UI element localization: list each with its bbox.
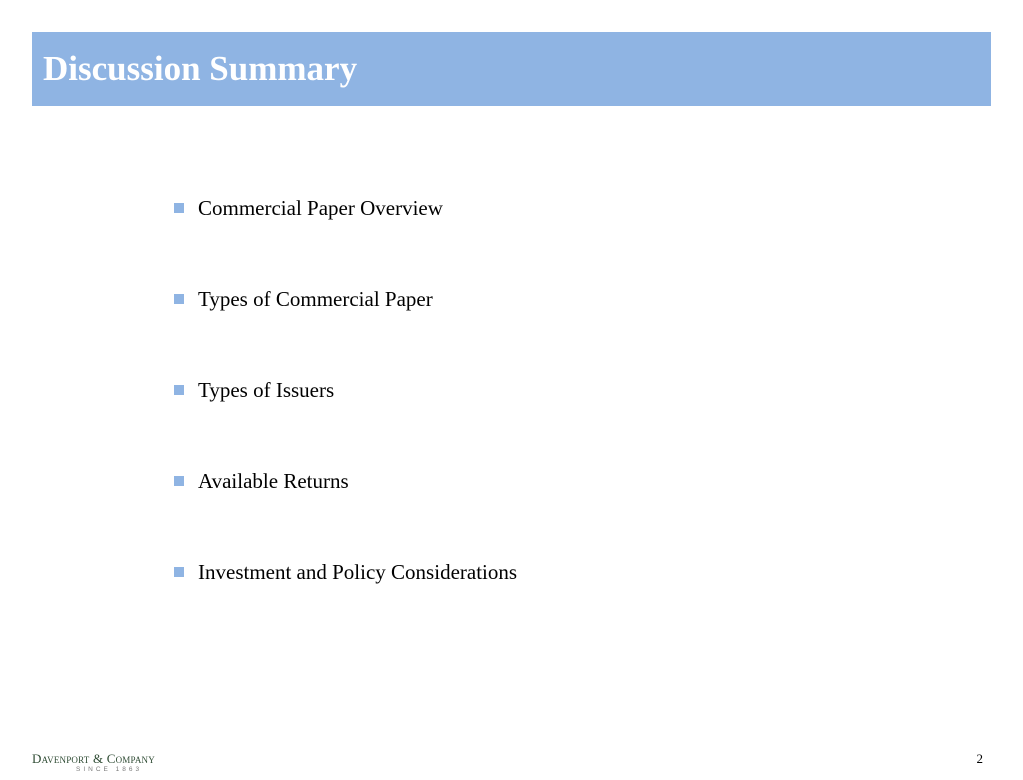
square-bullet-icon — [174, 567, 184, 577]
agenda-list — [174, 193, 517, 648]
agenda-item — [174, 193, 517, 284]
agenda-item — [174, 284, 517, 375]
logo-since: SINCE 1863 — [76, 766, 143, 773]
square-bullet-icon — [174, 476, 184, 486]
agenda-item — [174, 557, 517, 648]
agenda-item-text: Types of Issuers — [198, 378, 335, 402]
logo-name: Davenport & Company — [32, 751, 155, 766]
agenda-item-text: Available Returns — [198, 469, 349, 493]
square-bullet-icon — [174, 294, 184, 304]
agenda-item-text: Investment and Policy Considerations — [198, 560, 518, 584]
page-number: 2 — [976, 751, 983, 766]
agenda-item — [174, 375, 517, 466]
square-bullet-icon — [174, 203, 184, 213]
square-bullet-icon — [174, 385, 184, 395]
agenda-item-text: Commercial Paper Overview — [198, 196, 443, 220]
company-logo — [32, 751, 177, 775]
title-bar — [32, 32, 991, 106]
agenda-item-text: Types of Commercial Paper — [198, 287, 433, 311]
slide-title: Discussion Summary — [43, 49, 358, 88]
agenda-item — [174, 466, 517, 557]
